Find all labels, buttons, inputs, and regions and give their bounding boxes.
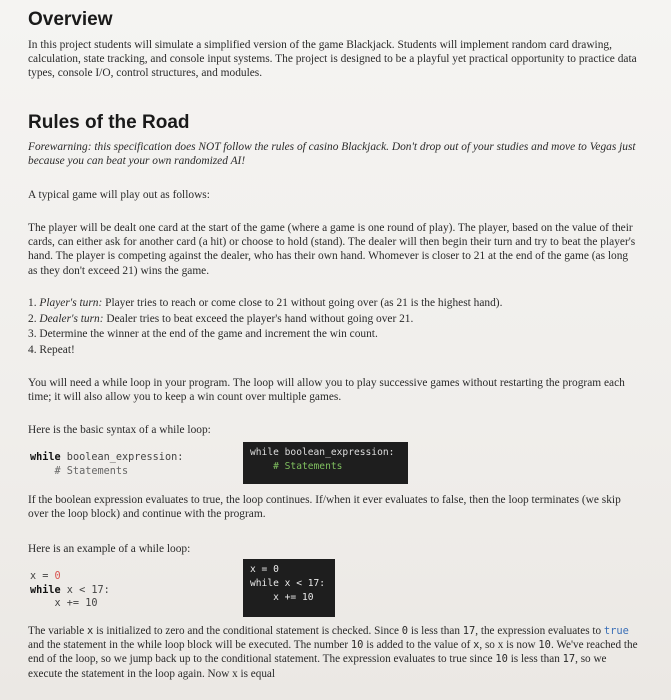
forewarning-label: Forewarning: [28,141,95,153]
example-code-block: x = 0 while x < 17: x += 10 [30,571,110,609]
basic-syntax-label: Here is the basic syntax of a while loop: [28,424,211,436]
condition-paragraph: If the boolean expression evaluates to true, the loop continues. If/when it ever evaluates to false, then the loop terminates (we skip over the loop block) and continue with the program. [28,494,621,521]
example-label: Here is an example of a while loop: [28,543,191,555]
list-item: 3. Determine the winner at the end of the game and increment the win count. [28,328,378,341]
list-item: 1. Player's turn: Player tries to reach or come close to 21 without going over (as 21 is the highest hand). [28,297,503,309]
forewarning-text: this specification does NOT follow the rules of casino Blackjack. Don't drop out of your studies and move to Vegas just because you can beat your own randomized AI! [28,141,636,168]
overview-paragraph: In this project students will simulate a simplified version of the game Blackjack. Students will implement random card drawing, calculation, state tracking, and console input systems. The project is designed to be a playful yet practical opportunity to practice data types, console I/O, control structures, and modules. [28,39,637,80]
explanation-paragraph: The variable x is initialized to zero and the conditional statement is checked. Since 0 is less than 17, the expression evaluates to true and the statement in the while loop block will be executed. The number 10 is added to the value of x, so x is now 10. We've reached the end of the loop, so we jump back up to the conditional statement. The expression evaluates to true since 10 is less than 17, so we execute the statement in the loop again. Now x is equal [28,625,638,680]
game-description-paragraph: The player will be dealt one card at the start of the game (where a game is one round of play). The player, based on the value of their cards, can either ask for another card (a hit) or choose to hold (stand). The dealer will then begin their turn and try to beat the player's hand. The player is competing against the dealer, who has their own hand. Whomever is closer to 21 at the end of the game (as long as they don't exceed 21) wins the game. [28,222,636,277]
list-item: 4. Repeat! [28,343,75,356]
syntax-code-block: while boolean_expression: # Statements [30,452,184,477]
while-loop-paragraph: You will need a while loop in your program. The loop will allow you to play successive games without restarting the program each time; it will also allow you to keep a win count over multiple games. [28,377,625,404]
syntax-dark-code-box: while boolean_expression: # Statements [243,442,408,484]
rules-heading: Rules of the Road [28,112,190,133]
example-dark-code-box: x = 0 while x < 17: x += 10 [243,559,335,617]
overview-heading: Overview [28,9,113,30]
list-item: 2. Dealer's turn: Dealer tries to beat exceed the player's hand without going over 21. [28,312,414,325]
typical-game-intro: A typical game will play out as follows: [28,189,210,201]
steps-list [28,296,640,358]
forewarning-paragraph [28,140,640,168]
